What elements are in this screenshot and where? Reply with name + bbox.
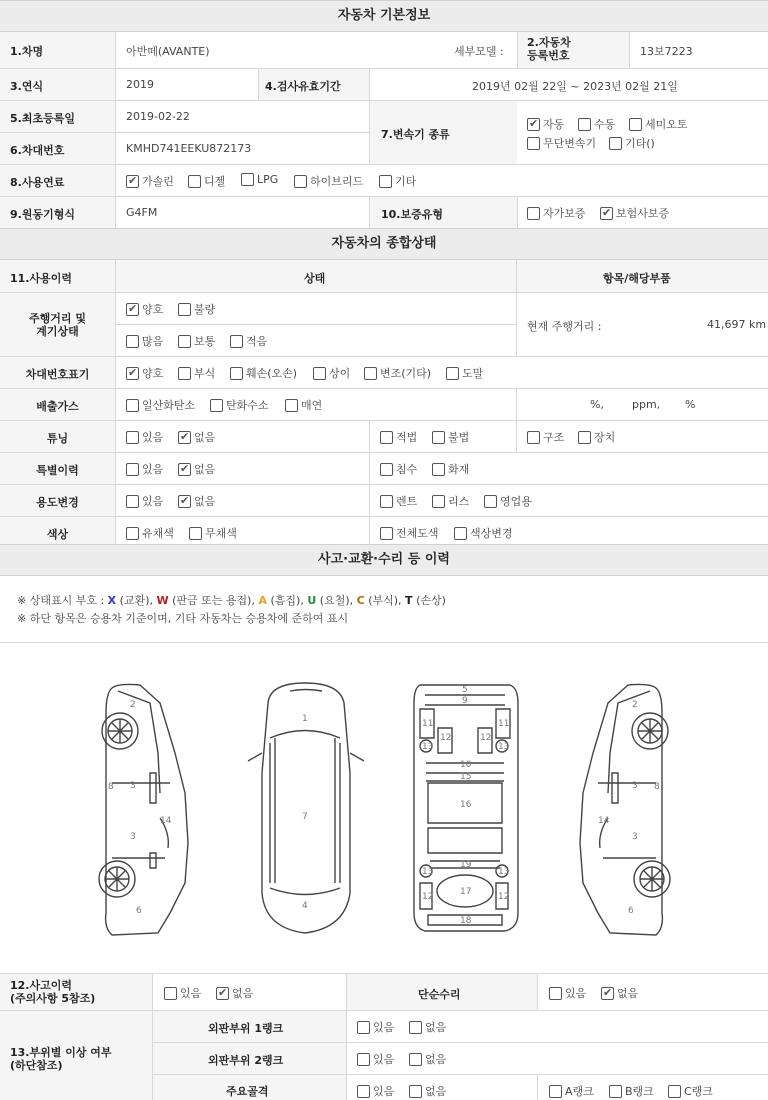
checkbox[interactable] — [446, 367, 459, 380]
diagram-label: 3 — [130, 832, 136, 842]
rank2-option[interactable]: 있음 — [357, 1051, 394, 1067]
diagram-label: 12 — [422, 892, 434, 902]
checkbox[interactable] — [380, 463, 393, 476]
trans-label: 7.변속기 종류 — [381, 128, 450, 141]
rank2-option[interactable]: 없음 — [409, 1051, 446, 1067]
simple-repair-option[interactable]: 있음 — [549, 985, 586, 1001]
checkbox[interactable] — [357, 1085, 370, 1098]
diagram-label: 14 — [160, 816, 172, 826]
checkbox[interactable] — [409, 1085, 422, 1098]
checkbox[interactable] — [380, 527, 393, 540]
checkbox[interactable] — [454, 527, 467, 540]
inspect-value: 2019년 02월 22일 ~ 2023년 02월 21일 — [472, 80, 678, 93]
col-item: 항목/해당부품 — [603, 272, 671, 285]
diagram-label: 12 — [480, 733, 492, 743]
checkbox[interactable] — [313, 367, 326, 380]
diagram-label: 10 — [460, 760, 472, 770]
diagram-label: 17 — [460, 887, 472, 897]
vin-value: KMHD741EEKU872173 — [126, 142, 252, 155]
color-option[interactable]: 전체도색 — [380, 525, 439, 541]
model-value: 아반떼(AVANTE) — [126, 45, 210, 58]
checkbox[interactable] — [578, 431, 591, 444]
fuel-option[interactable]: LPG — [241, 173, 278, 186]
diagram-label: 12 — [440, 733, 452, 743]
accident-option[interactable]: ✔ 없음 — [216, 985, 253, 1001]
tuning-option[interactable]: 구조 — [527, 429, 564, 445]
color-option[interactable]: 무채색 — [189, 525, 237, 541]
checkbox[interactable] — [230, 335, 243, 348]
checkbox[interactable] — [432, 431, 445, 444]
odo-option[interactable]: 많음 — [126, 333, 163, 349]
special-label: 특별이력 — [36, 464, 79, 477]
checkbox[interactable] — [178, 431, 191, 444]
usage-label: 용도변경 — [36, 496, 79, 509]
simple-repair-option[interactable]: ✔ 없음 — [601, 985, 638, 1001]
vinmark-option[interactable]: 변조(기타) — [364, 365, 431, 381]
rank1-option[interactable]: 있음 — [357, 1019, 394, 1035]
firstreg-value: 2019-02-22 — [126, 110, 190, 123]
year-value: 2019 — [126, 78, 154, 91]
diagram-label: 1 — [302, 714, 308, 724]
diagram-label: 5 — [462, 685, 468, 695]
warranty-option[interactable]: ✔ 보험사보증 — [600, 205, 669, 221]
checkbox[interactable] — [164, 987, 177, 1000]
frame-rank-option[interactable]: B랭크 — [609, 1083, 654, 1099]
checkbox[interactable] — [484, 495, 497, 508]
diagram-label: 3 — [632, 781, 638, 791]
diagram-label: 19 — [460, 860, 472, 870]
warranty-label: 10.보증유형 — [381, 208, 443, 221]
usage-option[interactable]: 있음 — [126, 493, 163, 509]
legend-note: ※ 하단 항목은 승용차 기준이며, 기타 자동차는 승용차에 준하여 표시 — [17, 612, 349, 625]
rank1-option[interactable]: 없음 — [409, 1019, 446, 1035]
odo-option[interactable]: 적음 — [230, 333, 267, 349]
usage-option[interactable]: 렌트 — [380, 493, 417, 509]
special-option[interactable]: 있음 — [126, 461, 163, 477]
frame-option[interactable]: 없음 — [409, 1083, 446, 1099]
emission-unit: ppm, — [632, 398, 661, 411]
checkbox[interactable] — [210, 399, 223, 412]
accident-label: 12.사고이력 (주의사항 5참조) — [10, 979, 96, 1005]
vinmark-option[interactable]: 부식 — [178, 365, 215, 381]
diagram-label: 4 — [302, 901, 308, 911]
submodel-label: 세부모델 : — [454, 45, 504, 58]
trans-option[interactable]: 무단변속기 — [527, 135, 596, 151]
checkbox[interactable] — [126, 431, 139, 444]
checkbox[interactable] — [379, 175, 392, 188]
regno-label: 2.자동차 등록번호 — [527, 36, 571, 62]
vinmark-label: 차대번호표기 — [25, 368, 90, 381]
diagram-label: 3 — [632, 832, 638, 842]
odo-current-value: 41,697 km — [707, 318, 767, 331]
part-label: 13.부위별 이상 여부 (하단참조) — [10, 1046, 112, 1072]
emission-unit: % — [685, 398, 696, 411]
tuning-option[interactable]: ✔ 없음 — [178, 429, 215, 445]
regno-value: 13보7223 — [640, 45, 693, 58]
simple-repair-label: 단순수리 — [418, 988, 461, 1001]
diagram-label: 13 — [422, 742, 434, 752]
col-state: 상태 — [304, 272, 326, 285]
checkbox[interactable] — [527, 137, 540, 150]
vinmark-option[interactable]: 훼손(오손) — [230, 365, 297, 381]
checkbox[interactable] — [126, 303, 139, 316]
diagram-label: 8 — [654, 782, 660, 792]
checkbox[interactable] — [668, 1085, 681, 1098]
special-option[interactable]: 화재 — [432, 461, 469, 477]
checkbox[interactable] — [549, 987, 562, 1000]
checkbox[interactable] — [294, 175, 307, 188]
label-bg — [0, 32, 115, 229]
emission-label: 배출가스 — [36, 400, 79, 413]
frame-label: 주요골격 — [226, 1085, 269, 1098]
checkbox[interactable] — [178, 463, 191, 476]
vinmark-option[interactable]: 상이 — [313, 365, 350, 381]
fuel-label: 8.사용연료 — [10, 176, 65, 189]
checkbox[interactable] — [527, 431, 540, 444]
frame-option[interactable]: 있음 — [357, 1083, 394, 1099]
tuning-option[interactable]: 있음 — [126, 429, 163, 445]
diagram-label: 11 — [498, 719, 510, 729]
emission-unit: %, — [590, 398, 604, 411]
emission-option[interactable]: 탄화수소 — [210, 397, 269, 413]
accident-option[interactable]: 있음 — [164, 985, 201, 1001]
diagram-label: 3 — [130, 781, 136, 791]
checkbox[interactable] — [432, 495, 445, 508]
checkbox[interactable] — [126, 495, 139, 508]
tuning-option[interactable]: 적법 — [380, 429, 417, 445]
trans-option[interactable]: 수동 — [578, 116, 615, 132]
checkbox[interactable] — [549, 1085, 562, 1098]
checkbox[interactable] — [409, 1021, 422, 1034]
trans-option[interactable]: 세미오토 — [629, 116, 688, 132]
model-label: 1.차명 — [10, 45, 44, 58]
engine-value: G4FM — [126, 206, 158, 219]
checkbox[interactable] — [126, 527, 139, 540]
fuel-option[interactable]: 기타 — [379, 173, 416, 189]
checkbox[interactable] — [609, 137, 622, 150]
emission-option[interactable]: 일산화탄소 — [126, 397, 195, 413]
usage-option[interactable]: ✔ 없음 — [178, 493, 215, 509]
checkbox[interactable] — [241, 173, 254, 186]
inspect-label: 4.검사유효기간 — [265, 80, 341, 93]
checkbox[interactable] — [409, 1053, 422, 1066]
diagram-label: 13 — [422, 867, 434, 877]
checkbox[interactable] — [189, 527, 202, 540]
diagram-label: 16 — [460, 800, 472, 810]
vinmark-option[interactable]: 도말 — [446, 365, 483, 381]
section-title-basic: 자동차 기본정보 — [0, 0, 768, 32]
firstreg-label: 5.최초등록일 — [10, 112, 75, 125]
checkbox[interactable] — [126, 367, 139, 380]
checkbox[interactable] — [609, 1085, 622, 1098]
checkbox[interactable] — [600, 207, 613, 220]
checkbox[interactable] — [357, 1053, 370, 1066]
checkbox[interactable] — [178, 367, 191, 380]
diagram-label: 9 — [462, 696, 468, 706]
odo-option[interactable]: 불량 — [178, 301, 215, 317]
checkbox[interactable] — [178, 335, 191, 348]
trans-option[interactable]: ✔자동 — [527, 116, 564, 132]
diagram-label: 13 — [498, 867, 510, 877]
checkbox[interactable] — [527, 118, 540, 131]
checkbox[interactable] — [380, 495, 393, 508]
checkbox[interactable] — [126, 463, 139, 476]
emission-option[interactable]: 매연 — [285, 397, 322, 413]
diagram-label: 18 — [460, 916, 472, 926]
odo-option[interactable]: ✔양호 — [126, 301, 163, 317]
checkbox[interactable] — [364, 367, 377, 380]
checkbox[interactable] — [432, 463, 445, 476]
odo-option[interactable]: 보통 — [178, 333, 215, 349]
special-option[interactable]: 침수 — [380, 461, 417, 477]
checkbox[interactable] — [188, 175, 201, 188]
tuning-label: 튜닝 — [46, 432, 69, 445]
checkbox[interactable] — [178, 495, 191, 508]
fuel-option[interactable]: ✔ 가솔린 — [126, 173, 174, 189]
year-label: 3.연식 — [10, 80, 44, 93]
frame-rank-option[interactable]: A랭크 — [549, 1083, 594, 1099]
checkbox[interactable] — [629, 118, 642, 131]
checkbox[interactable] — [601, 987, 614, 1000]
engine-label: 9.원동기형식 — [10, 208, 75, 221]
fuel-option[interactable]: 하이브리드 — [294, 173, 363, 189]
checkbox[interactable] — [126, 335, 139, 348]
trans-option[interactable]: 기타() — [609, 135, 655, 151]
checkbox[interactable] — [178, 303, 191, 316]
diagram-label: 8 — [108, 782, 114, 792]
color-option[interactable]: 유채색 — [126, 525, 174, 541]
usage-option[interactable]: 영업용 — [484, 493, 532, 509]
usage-option[interactable]: 리스 — [432, 493, 469, 509]
checkbox[interactable] — [380, 431, 393, 444]
section-title-repair: 사고·교환·수리 등 이력 — [0, 544, 768, 576]
diagram-label: 6 — [628, 906, 634, 916]
checkbox[interactable] — [216, 987, 229, 1000]
car-right-side-view — [580, 684, 670, 935]
vinmark-option[interactable]: ✔ 양호 — [126, 365, 163, 381]
frame-rank-option[interactable]: C랭크 — [668, 1083, 713, 1099]
diagram-label: 7 — [302, 812, 308, 822]
odo-label: 주행거리 및 계기상태 — [29, 312, 86, 338]
diagram-label: 13 — [498, 742, 510, 752]
diagram-label: 11 — [422, 719, 434, 729]
diagram-label: 14 — [598, 816, 610, 826]
checkbox[interactable] — [126, 175, 139, 188]
diagram-label: 6 — [136, 906, 142, 916]
vin-label: 6.차대번호 — [10, 144, 65, 157]
col-history: 11.사용이력 — [10, 272, 72, 285]
status-legend: ※ 상태표시 부호 : X (교환), W (판금 또는 용접), A (흠집), U (요철), C (부식), T (손상) — [17, 594, 446, 607]
diagram-label: 15 — [460, 772, 472, 782]
color-option[interactable]: 색상변경 — [454, 525, 513, 541]
diagram-label: 2 — [632, 700, 638, 710]
car-left-side-view — [99, 684, 188, 935]
tuning-option[interactable]: 장치 — [578, 429, 615, 445]
rank2-label: 외판부위 2랭크 — [208, 1054, 284, 1067]
warranty-option[interactable]: 자가보증 — [527, 205, 586, 221]
odo-current-label: 현재 주행거리 : — [527, 320, 602, 333]
checkbox[interactable] — [357, 1021, 370, 1034]
special-option[interactable]: ✔ 없음 — [178, 461, 215, 477]
color-label: 색상 — [46, 528, 69, 541]
rank1-label: 외판부위 1랭크 — [208, 1022, 284, 1035]
checkbox[interactable] — [527, 207, 540, 220]
tuning-option[interactable]: 불법 — [432, 429, 469, 445]
diagram-label: 12 — [498, 892, 510, 902]
fuel-option[interactable]: 디젤 — [188, 173, 225, 189]
checkbox[interactable] — [285, 399, 298, 412]
diagram-label: 2 — [130, 700, 136, 710]
checkbox[interactable] — [126, 399, 139, 412]
checkbox[interactable] — [230, 367, 243, 380]
checkbox[interactable] — [578, 118, 591, 131]
section-title-overall: 자동차의 종합상태 — [0, 228, 768, 260]
car-damage-diagram — [0, 643, 768, 973]
